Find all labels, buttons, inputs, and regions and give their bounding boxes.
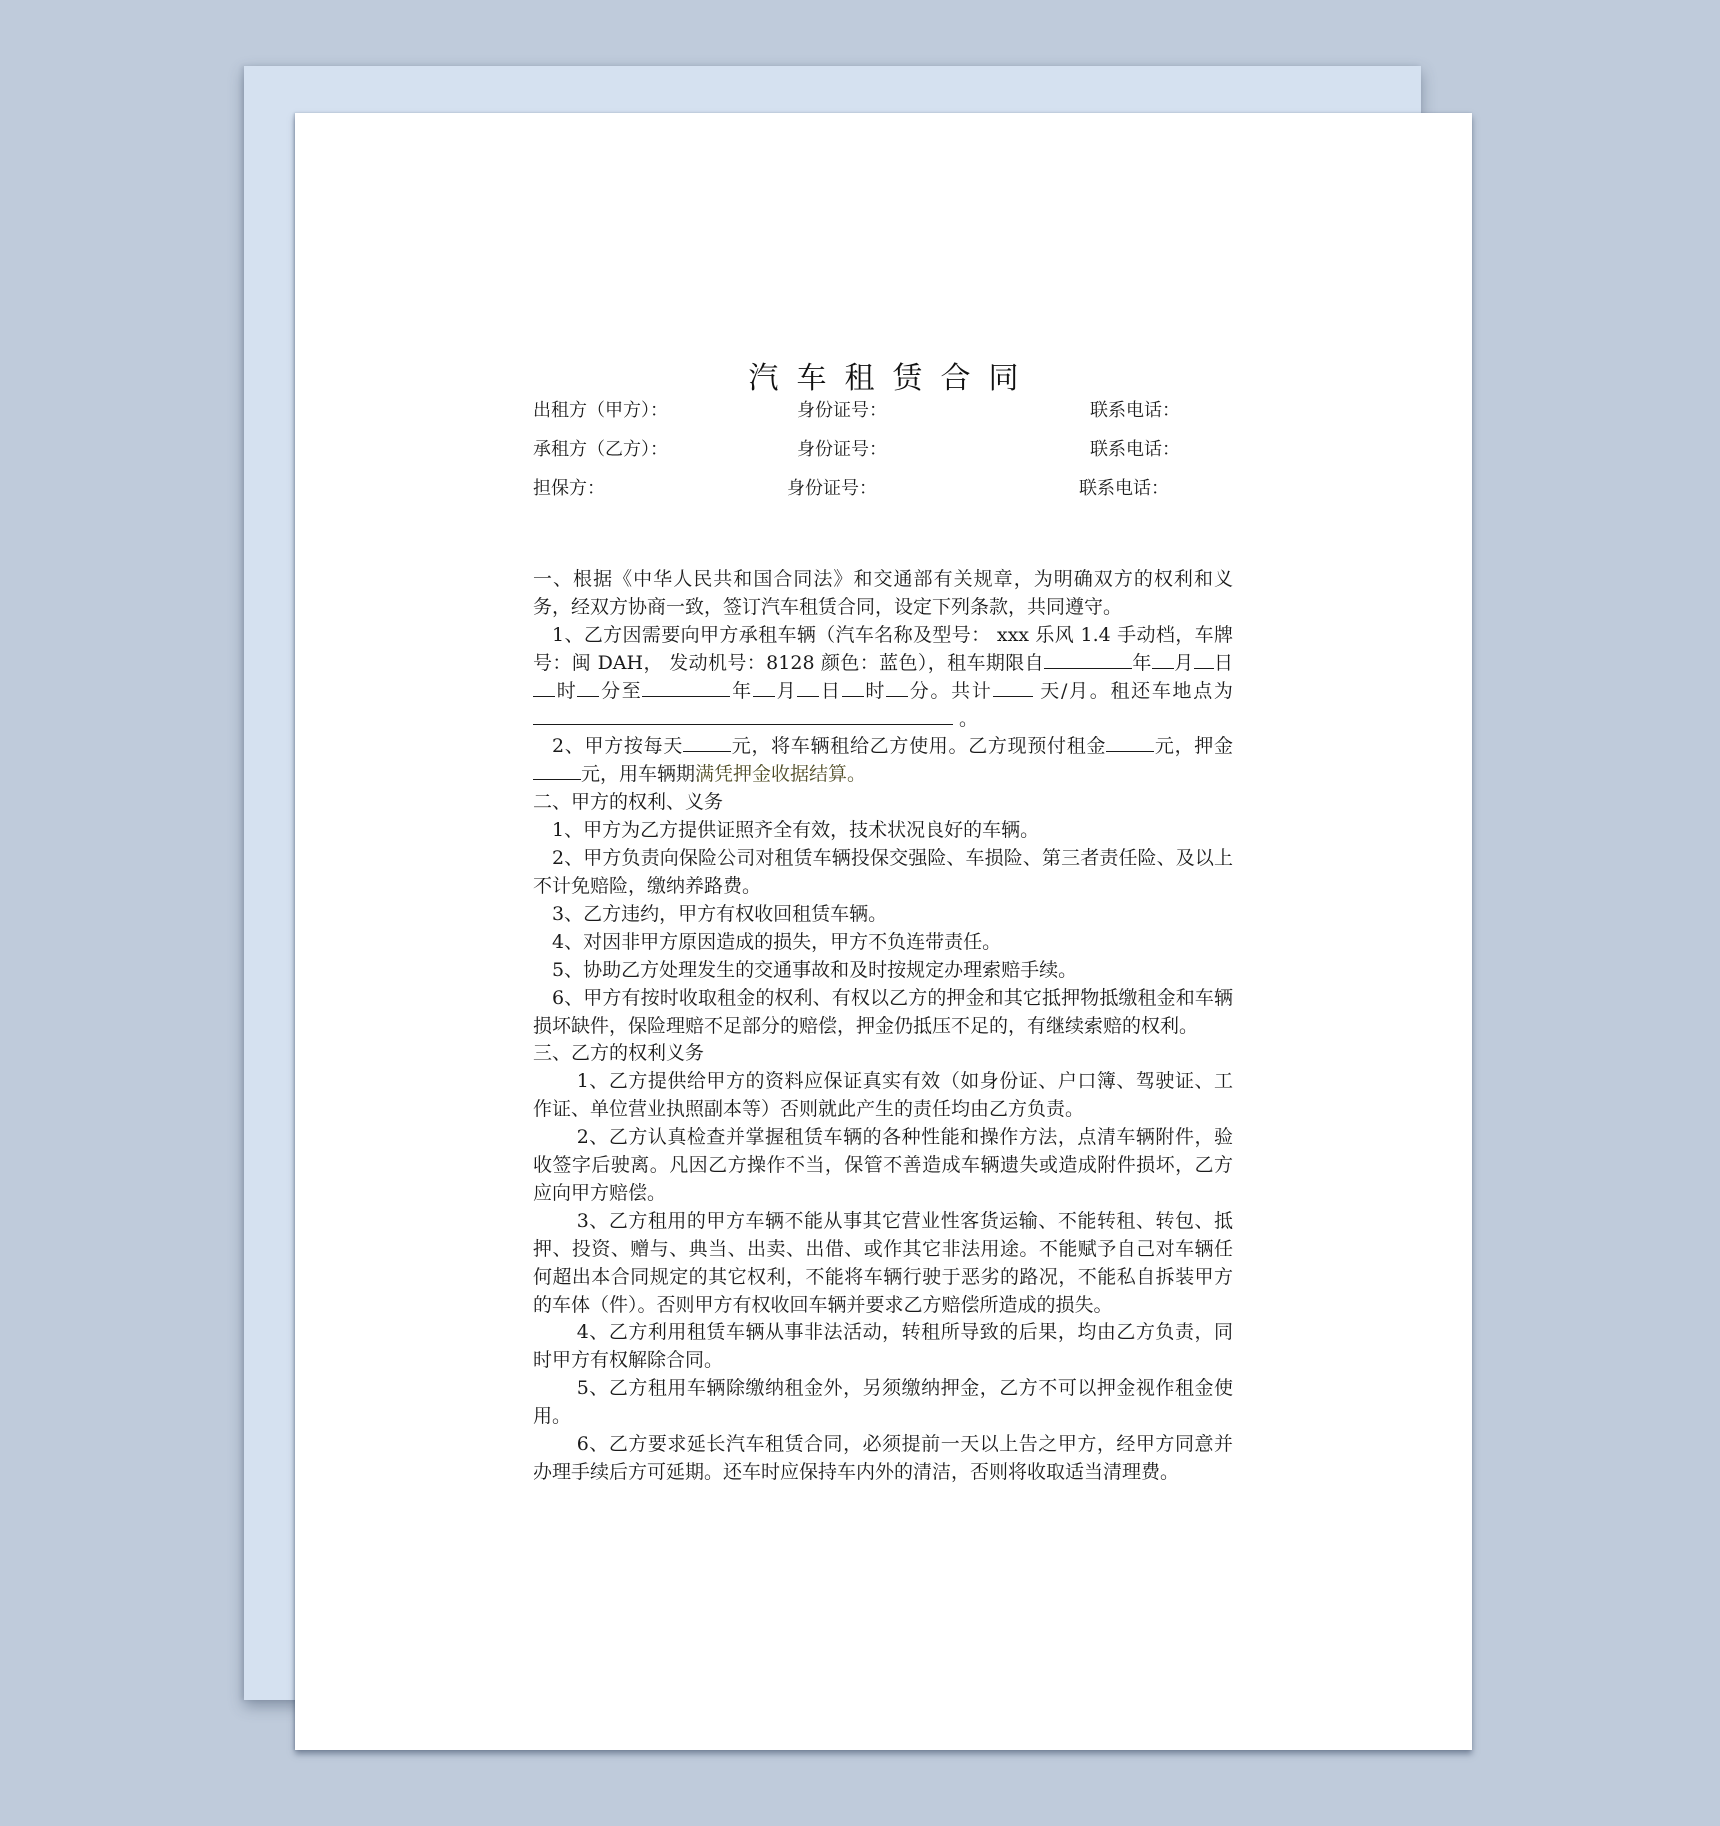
page-title: 汽车租赁合同 — [748, 361, 1037, 396]
clause-2-rent-deposit: 2、甲方按每天 元，将车辆租给乙方使用。乙方现预付租金 元，押金元，用车辆期满凭押金收据结算。 — [533, 733, 1233, 789]
pickup-location-blank — [533, 706, 953, 725]
section-3-item: 2、乙方认真检查并掌握租赁车辆的各种性能和操作方法，点清车辆附件，验收签字后驶离。凡因乙方操作不当，保管不善造成车辆遗失或造成附件损坏，乙方应向甲方赔偿。 — [533, 1126, 1233, 1204]
section-2-item: 1、甲方为乙方提供证照齐全有效，技术状况良好的车辆。 — [552, 819, 1040, 842]
start-day-blank — [1194, 650, 1214, 669]
section-2-item: 4、对因非甲方原因造成的损失，甲方不负连带责任。 — [552, 930, 1002, 953]
start-hour-blank — [533, 678, 555, 697]
id-number-label: 身份证号： — [797, 400, 887, 421]
phone-label: 联系电话： — [1079, 478, 1169, 499]
party-role-label: 担保方： — [533, 478, 605, 499]
contract-body — [533, 566, 1233, 1487]
party-role-label: 承租方（乙方）： — [533, 439, 668, 460]
section-3-item: 1、乙方提供给甲方的资料应保证真实有效（如身份证、户口簿、驾驶证、工作证、单位营业执照副本等）否则就此产生的责任均由乙方负责。 — [533, 1070, 1233, 1121]
end-year-blank — [642, 678, 730, 697]
end-minute-blank — [886, 678, 908, 697]
end-day-blank — [797, 678, 819, 697]
section-2-heading: 二、甲方的权利、义务 — [533, 791, 724, 814]
end-hour-blank — [842, 678, 864, 697]
start-minute-blank — [577, 678, 599, 697]
end-month-blank — [753, 678, 775, 697]
clause-1-rental-period: 1、乙方因需要向甲方承租车辆（汽车名称及型号： xxx 乐风 1.4 手动档，车牌号：闽 DAH， 发动机号：8128 颜色：蓝色），租车期限自 年 月 日时 分至 年 月 日 时 分。共计 天/月。租还车地点为 。 — [533, 623, 1233, 730]
section-2-item: 2、甲方负责向保险公司对租赁车辆投保交强险、车损险、第三者责任险、及以上不计免赔险，缴纳养路费。 — [533, 847, 1233, 897]
section-2-item: 6、甲方有按时收取租金的权利、有权以乙方的押金和其它抵押物抵缴租金和车辆损坏缺件，保险理赔不足部分的赔偿，押金仍抵压不足的，有继续索赔的权利。 — [533, 986, 1233, 1037]
start-month-blank — [1152, 650, 1174, 669]
section-3-item: 6、乙方要求延长汽车租赁合同，必须提前一天以上告之甲方，经甲方同意并办理手续后方可延期。还车时应保持车内外的清洁，否则将收取适当清理费。 — [533, 1433, 1233, 1483]
contract-page — [295, 113, 1472, 1750]
section-3-item: 3、乙方租用的甲方车辆不能从事其它营业性客货运输、不能转租、转包、抵押、投资、赠与、典当、出卖、出借、或作其它非法用途。不能赋予自己对车辆任何超出本合同规定的其它权利，不能将车辆行驶于恶劣的路况，不能私自拆装甲方的车体（件）。否则甲方有权收回车辆并要求乙方赔偿所造成的损失。 — [533, 1209, 1233, 1316]
section-3-heading: 三、乙方的权利义务 — [533, 1042, 705, 1065]
intro-paragraph: 一、根据《中华人民共和国合同法》和交通部有关规章，为明确双方的权利和义务，经双方协商一致，签订汽车租赁合同，设定下列条款，共同遵守。 — [533, 568, 1233, 618]
id-number-label: 身份证号： — [797, 439, 887, 460]
highlighted-settlement-text: 满凭押金收据结算。 — [695, 763, 867, 786]
party-role-label: 出租方（甲方）： — [533, 400, 668, 421]
id-number-label: 身份证号： — [787, 478, 877, 499]
phone-label: 联系电话： — [1090, 439, 1180, 460]
section-3-item: 5、乙方租用车辆除缴纳租金外，另须缴纳押金，乙方不可以押金视作租金使用。 — [533, 1377, 1233, 1428]
daily-rent-blank — [683, 733, 731, 752]
total-days-blank — [993, 678, 1033, 697]
party-row-lessor — [533, 396, 1233, 426]
party-row-guarantor — [533, 474, 1233, 504]
section-2-item: 3、乙方违约，甲方有权收回租赁车辆。 — [552, 902, 888, 925]
start-year-blank — [1044, 650, 1132, 669]
deposit-blank — [533, 761, 581, 780]
phone-label: 联系电话： — [1090, 400, 1180, 421]
section-3-item: 4、乙方利用租赁车辆从事非法活动，转租所导致的后果，均由乙方负责，同时甲方有权解除合同。 — [533, 1321, 1233, 1372]
prepaid-rent-blank — [1106, 733, 1154, 752]
section-2-item: 5、协助乙方处理发生的交通事故和及时按规定办理索赔手续。 — [552, 958, 1078, 981]
party-row-lessee — [533, 435, 1233, 465]
